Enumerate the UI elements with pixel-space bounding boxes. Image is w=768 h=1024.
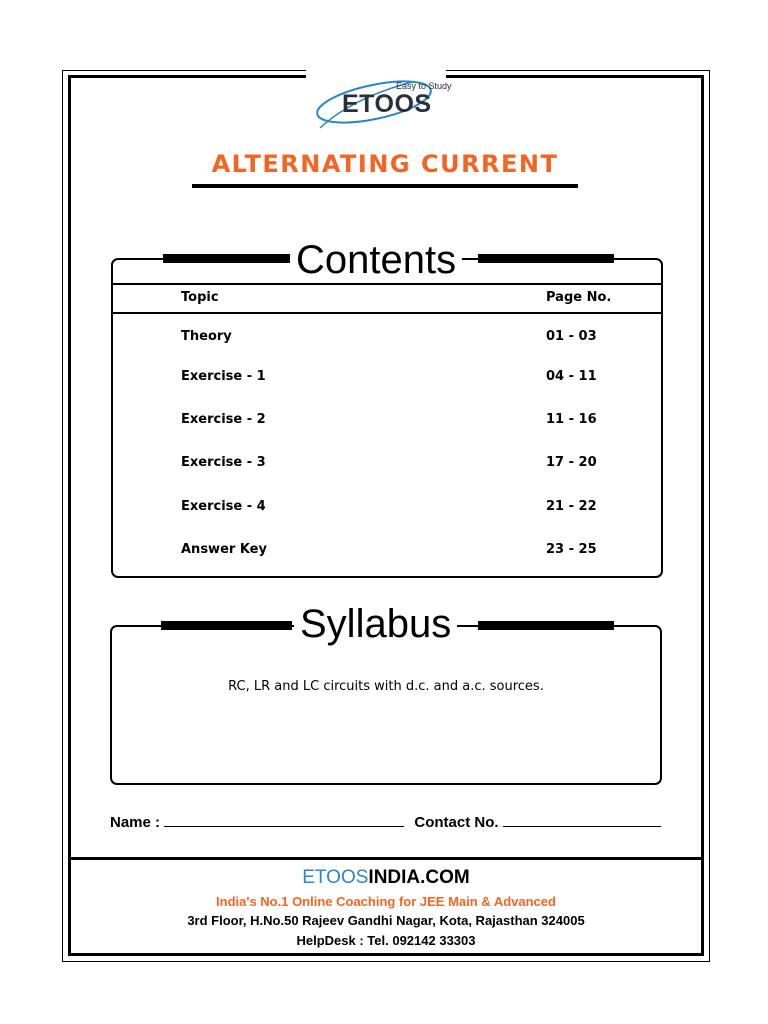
row-page: 01 - 03 <box>546 329 597 344</box>
row-page: 23 - 25 <box>546 542 597 557</box>
list-item <box>181 499 601 517</box>
website-name[interactable] <box>68 867 704 889</box>
list-item <box>181 412 601 430</box>
footer-tagline: India's No.1 Online Coaching for JEE Main & Advanced <box>216 894 556 909</box>
row-page: 04 - 11 <box>546 369 597 384</box>
row-topic: Exercise - 4 <box>181 499 266 514</box>
contact-field[interactable] <box>503 812 661 827</box>
etoos-logo <box>312 78 452 138</box>
name-field[interactable] <box>164 812 404 827</box>
footer-divider <box>68 857 704 860</box>
logo-wordmark: ETOOS <box>342 90 432 118</box>
col-header-page: Page No. <box>546 290 612 305</box>
subject-title: ALTERNATING CURRENT <box>211 150 559 178</box>
contact-label: Contact No. <box>414 814 499 831</box>
contents-bar-left <box>163 254 290 263</box>
col-header-topic: Topic <box>181 290 219 305</box>
name-label: Name : <box>110 814 161 831</box>
footer-helpdesk: HelpDesk : Tel. 092142 33303 <box>296 933 476 948</box>
syllabus-heading: Syllabus <box>294 602 457 646</box>
syllabus-box <box>110 625 662 785</box>
row-topic: Exercise - 1 <box>181 369 266 384</box>
list-item <box>181 369 601 387</box>
list-item <box>181 455 601 473</box>
row-topic: Exercise - 3 <box>181 455 266 470</box>
row-page: 21 - 22 <box>546 499 597 514</box>
contents-header-bottom-line <box>113 312 661 314</box>
website-domain: INDIA.COM <box>368 867 470 888</box>
logo-tagline: Easy to Study <box>396 81 452 91</box>
list-item <box>181 329 601 347</box>
subject-underline <box>192 184 578 188</box>
contents-bar-right <box>478 254 614 263</box>
row-topic: Answer Key <box>181 542 267 557</box>
syllabus-bar-right <box>478 621 614 630</box>
row-page: 11 - 16 <box>546 412 597 427</box>
footer-address: 3rd Floor, H.No.50 Rajeev Gandhi Nagar, Kota, Rajasthan 324005 <box>187 913 585 928</box>
row-topic: Theory <box>181 329 232 344</box>
row-page: 17 - 20 <box>546 455 597 470</box>
student-info-line <box>110 812 667 831</box>
website-brand: ETOOS <box>302 867 369 888</box>
list-item <box>181 542 601 560</box>
contents-header-top-line <box>113 283 661 285</box>
syllabus-text: RC, LR and LC circuits with d.c. and a.c. sources. <box>228 679 544 694</box>
row-topic: Exercise - 2 <box>181 412 266 427</box>
contents-heading: Contents <box>290 238 462 282</box>
syllabus-bar-left <box>161 621 292 630</box>
